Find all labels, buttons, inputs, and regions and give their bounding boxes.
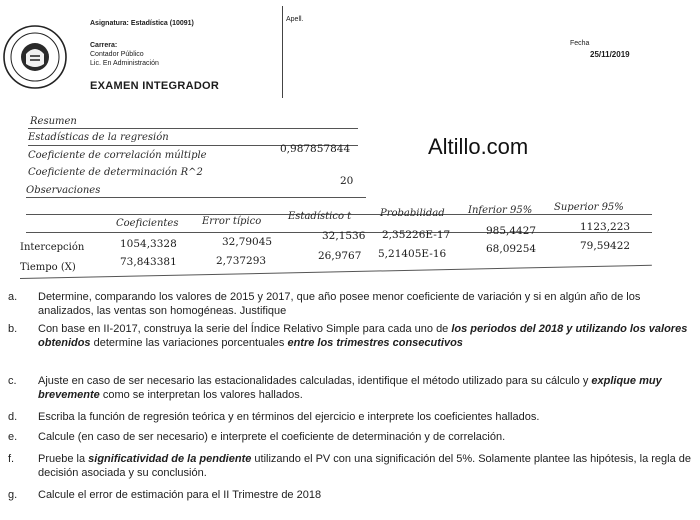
question-run: Calcule (en caso de ser necesario) e interprete el coeficiente de determinación y de correlación. xyxy=(38,431,506,443)
question-g xyxy=(8,488,692,504)
watermark-text: Altillo.com xyxy=(428,134,529,159)
subject-label: Asignatura: Estadística (10091) xyxy=(90,20,194,27)
question-d xyxy=(8,410,692,426)
table-cell: 26,9767 xyxy=(318,250,362,262)
question-a xyxy=(8,290,692,320)
question-f xyxy=(8,452,692,482)
question-letter: d. xyxy=(8,411,18,423)
table-cell: 2,35226E-17 xyxy=(382,229,451,241)
question-letter: a. xyxy=(8,291,18,303)
question-text xyxy=(38,430,692,444)
summary-row-label: Coeficiente de determinación R^2 xyxy=(28,167,203,178)
question-run: Escriba la función de regresión teórica y en términos del ejercicio e interprete los coeficientes hallados. xyxy=(38,411,540,423)
date-value: 25/11/2019 xyxy=(590,50,630,59)
question-letter: b. xyxy=(8,323,18,335)
name-field-label: Apell. xyxy=(286,16,304,23)
question-text xyxy=(38,322,692,350)
summary-row-label: Coeficiente de correlación múltiple xyxy=(28,150,207,161)
table-bottom-rule xyxy=(20,265,652,279)
question-letter: e. xyxy=(8,431,18,443)
question-emphasis: entre los trimestres consecutivos xyxy=(287,337,463,349)
table-cell: 1054,3328 xyxy=(120,238,177,250)
exam-title: EXAMEN INTEGRADOR xyxy=(90,80,220,92)
question-emphasis: explique muy brevemente xyxy=(38,375,662,401)
table-cell: 73,843381 xyxy=(120,256,177,268)
table-row-label: Tiempo (X) xyxy=(20,262,76,273)
table-row-label: Intercepción xyxy=(20,242,85,253)
summary-row-label: Observaciones xyxy=(26,185,101,196)
question-run: Pruebe la xyxy=(38,453,89,465)
summary-row-value: 20 xyxy=(340,175,354,187)
question-text xyxy=(38,488,692,502)
table-header: Inferior 95% xyxy=(468,205,533,216)
question-emphasis: los periodos del 2018 y utilizando los valores obtenidos xyxy=(38,323,688,349)
question-text xyxy=(38,374,692,402)
table-header: Superior 95% xyxy=(554,202,624,213)
summary-bottom-rule xyxy=(26,197,366,198)
table-cell: 985,4427 xyxy=(486,225,537,237)
table-header: Coeficientes xyxy=(116,218,179,229)
question-e xyxy=(8,430,692,446)
question-c xyxy=(8,374,692,404)
date-label: Fecha xyxy=(570,40,590,47)
degree-2: Lic. En Administración xyxy=(90,60,159,67)
question-letter: c. xyxy=(8,375,17,387)
university-seal-icon xyxy=(2,24,68,90)
question-letter: f. xyxy=(8,453,15,465)
table-cell: 32,79045 xyxy=(222,236,273,248)
summary-title: Resumen xyxy=(30,116,77,127)
degree-label: Carrera: xyxy=(90,42,118,49)
table-header: Estadístico t xyxy=(288,211,352,222)
table-cell: 32,1536 xyxy=(322,230,366,242)
question-b xyxy=(8,322,692,366)
table-cell: 68,09254 xyxy=(486,243,537,255)
table-cell: 79,59422 xyxy=(580,240,631,252)
table-header: Error típico xyxy=(202,216,262,227)
question-text xyxy=(38,452,692,480)
table-header: Probabilidad xyxy=(380,208,445,219)
question-run: Determine, comparando los valores de 2015 y 2017, que año posee menor coeficiente de variación y si en algún año de los analizados, las ventas son homogéneas. Justifique xyxy=(38,291,641,317)
question-run: como se interpretan los valores hallados. xyxy=(99,389,303,401)
question-text xyxy=(38,290,692,318)
question-run: utilizando el PV con una significación del 5%. Solamente plantee las hipótesis, la regla de decisión asociada y su conclusión. xyxy=(38,453,692,479)
question-emphasis: significatividad de la pendiente xyxy=(88,453,252,465)
table-cell: 1123,223 xyxy=(580,221,631,233)
summary-row-value: 0,987857844 xyxy=(280,143,351,155)
table-cell: 5,21405E-16 xyxy=(378,248,447,260)
question-text xyxy=(38,410,692,424)
question-letter: g. xyxy=(8,489,18,501)
question-run: Con base en II-2017, construya la serie del Índice Relativo Simple para cada uno de xyxy=(38,323,452,335)
degree-1: Contador Público xyxy=(90,51,144,58)
table-cell: 2,737293 xyxy=(216,255,267,267)
question-run: Calcule el error de estimación para el II Trimestre de 2018 xyxy=(38,489,322,501)
summary-section: Estadísticas de la regresión xyxy=(28,132,169,143)
question-run: Ajuste en caso de ser necesario las estacionalidades calculadas, identifique el método utilizado para su cálculo y xyxy=(38,375,592,387)
question-run: determine las variaciones porcentuales xyxy=(90,337,288,349)
summary-rule xyxy=(28,128,358,129)
